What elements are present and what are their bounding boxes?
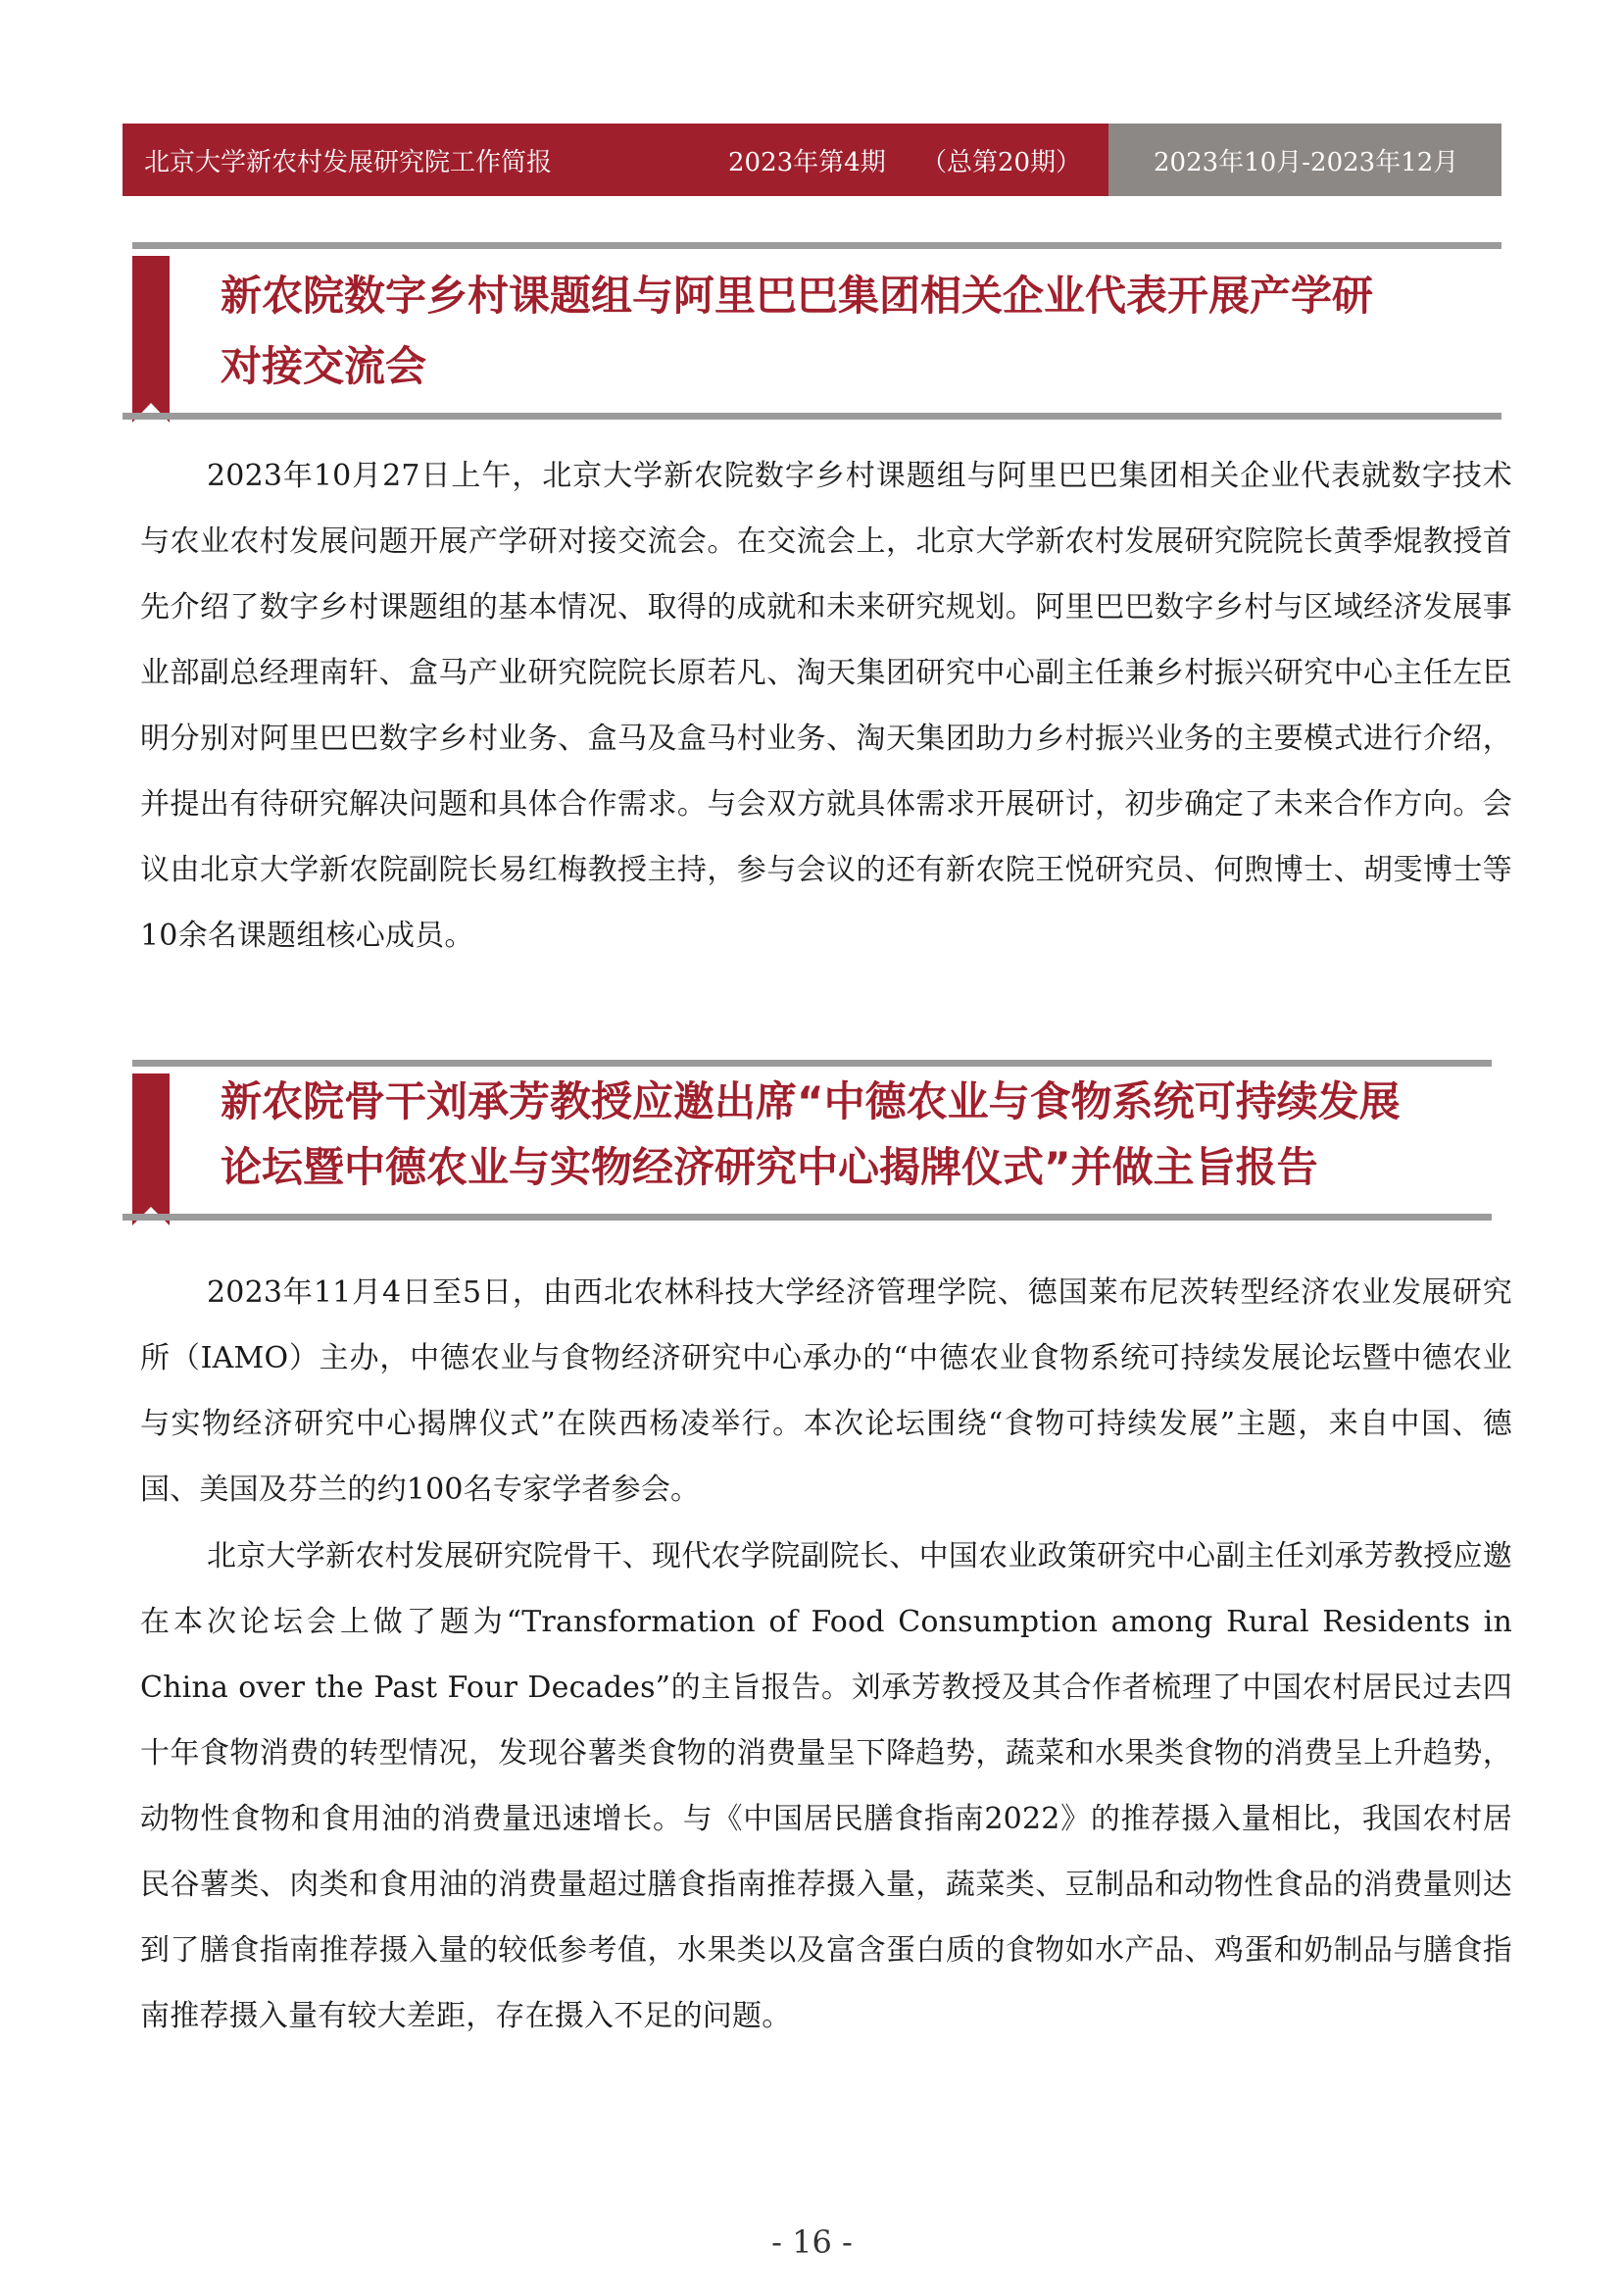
section-1-title-line-2: 对接交流会 <box>221 342 427 390</box>
section-2-title-line-1: 新农院骨干刘承芳教授应邀出席“中德农业与食物系统可持续发展 <box>221 1077 1401 1125</box>
heading-bottom-rule <box>123 1214 1492 1221</box>
section-2-paragraph-1: 2023年11月4日至5日，由西北农林科技大学经济管理学院、德国莱布尼茨转型经济农业发展研究所（IAMO）主办，中德农业与食物经济研究中心承办的“中德农业食物系统可持续发展论坛暨中德农业与实物经济研究中心揭牌仪式”在陕西杨凌举行。本次论坛围绕“食物可持续发展”主题，来自中国、德国、美国及芬兰的约100名专家学者参会。 <box>140 1275 1512 1507</box>
ribbon-bookmark-icon <box>132 1073 170 1225</box>
heading-top-rule <box>132 1060 1492 1067</box>
page-header <box>123 124 1501 196</box>
heading-bottom-rule <box>123 413 1501 420</box>
page-number: - 16 - <box>771 2223 853 2261</box>
bulletin-title: 北京大学新农村发展研究院工作简报 <box>144 147 553 177</box>
section-1-title-line-1: 新农院数字乡村课题组与阿里巴巴集团相关企业代表开展产学研 <box>221 272 1374 320</box>
header-gray-band <box>1108 124 1501 196</box>
section-2-paragraph-2: 北京大学新农村发展研究院骨干、现代农学院副院长、中国农业政策研究中心副主任刘承芳教授应邀在本次论坛会上做了题为“Transformation of Food Consumption among Rural Residents in China over the Past Four Decades”的主旨报告。刘承芳教授及其合作者梳理了中国农村居民过去四十年食物消费的转型情况，发现谷薯类食物的消费量呈下降趋势，蔬菜和水果类食物的消费呈上升趋势，动物性食物和食用油的消费量迅速增长。与《中国居民膳食指南2022》的推荐摄入量相比，我国农村居民谷薯类、肉类和食用油的消费量超过膳食指南推荐摄入量，蔬菜类、豆制品和动物性食品的消费量则达到了膳食指南推荐摄入量的较低参考值，水果类以及富含蛋白质的食物如水产品、鸡蛋和奶制品与膳食指南推荐摄入量有较大差距，存在摄入不足的问题。 <box>140 1539 1512 2033</box>
section-2-heading <box>123 1060 1492 1226</box>
ribbon-bookmark-icon <box>132 256 170 423</box>
section-1-heading <box>123 242 1501 424</box>
issue-number: 2023年第4期 <box>728 147 886 177</box>
issue-period: 2023年10月-2023年12月 <box>1154 147 1459 177</box>
heading-top-rule <box>132 242 1501 249</box>
header-red-band <box>123 124 1108 196</box>
total-issue-number: （总第20期） <box>921 147 1082 177</box>
section-2-title-line-2: 论坛暨中德农业与实物经济研究中心揭牌仪式”并做主旨报告 <box>221 1143 1318 1191</box>
section-1-paragraph: 2023年10月27日上午，北京大学新农院数字乡村课题组与阿里巴巴集团相关企业代表就数字技术与农业农村发展问题开展产学研对接交流会。在交流会上，北京大学新农村发展研究院院长黄季焜教授首先介绍了数字乡村课题组的基本情况、取得的成就和未来研究规划。阿里巴巴数字乡村与区域经济发展事业部副总经理南轩、盒马产业研究院院长原若凡、淘天集团研究中心副主任兼乡村振兴研究中心主任左臣明分别对阿里巴巴数字乡村业务、盒马及盒马村业务、淘天集团助力乡村振兴业务的主要模式进行介绍，并提出有待研究解决问题和具体合作需求。与会双方就具体需求开展研讨，初步确定了未来合作方向。会议由北京大学新农院副院长易红梅教授主持，参与会议的还有新农院王悦研究员、何煦博士、胡雯博士等10余名课题组核心成员。 <box>140 459 1512 953</box>
